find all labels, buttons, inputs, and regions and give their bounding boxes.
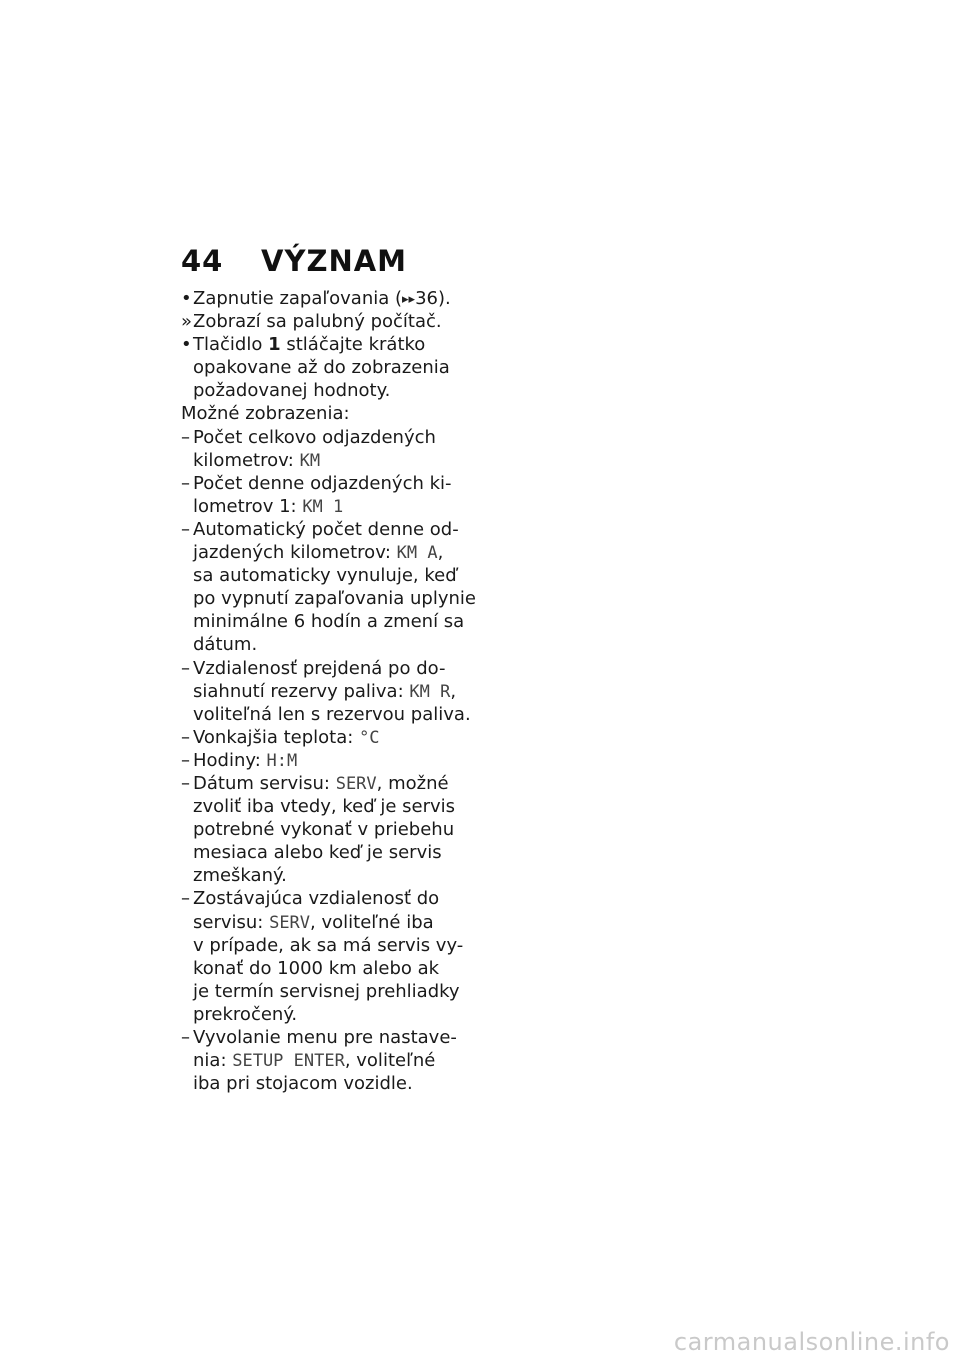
dash-icon: – [181,1027,190,1048]
dash-icon: – [181,749,190,771]
dash-icon: – [181,888,190,910]
button-number: 1 [268,334,281,356]
display-code: SETUP ENTER [232,1051,345,1072]
display-item-line: je termín servisnej prehliadky [193,980,460,1002]
dash-icon: – [181,472,190,494]
step-2-line: požadovanej hodnoty. [193,380,391,402]
display-item-reserve-range: – Vzdialenosť prejdená po do- [181,657,446,679]
display-code: KM 1 [302,496,344,517]
watermark: carmanualsonline.info [673,1328,950,1356]
display-item-clock: – Hodiny: H:M [181,749,298,771]
display-code: °C [359,727,380,748]
display-code: SERV [335,773,377,794]
display-item-line: prekročený. [193,1003,298,1025]
display-item-line: kilometrov: KM [193,449,321,471]
manual-content [181,287,481,1095]
display-item-trip-1: – Počet denne odjazdených ki- [181,472,452,494]
dash-icon: – [181,426,190,448]
display-item-total-km: – Počet celkovo odjazdených [181,426,436,448]
display-item-line: lometrov 1: KM 1 [193,495,344,517]
display-item-line: sa automaticky vynuluje, keď [193,565,457,587]
dash-icon: – [181,726,190,748]
bullet-icon: • [181,288,192,309]
display-item-line: konať do 1000 km alebo ak [193,957,440,979]
page-reference[interactable]: 36 [415,288,438,309]
display-code: H:M [266,750,298,771]
step-2-line: opakovane až do zobrazenia [193,357,450,379]
display-code: KM A [396,543,438,564]
display-item-line: v prípade, ak sa má servis vy- [193,934,464,956]
page-heading [181,244,407,278]
page-title: VÝZNAM [261,244,408,278]
dash-icon: – [181,657,190,679]
page-number: 44 [181,244,224,278]
display-item-line: voliteľná len s rezervou paliva. [193,703,471,725]
display-code: KM R [409,681,451,702]
result-icon: » [181,311,193,333]
display-item-setup-menu: – Vyvolanie menu pre nastave- [181,1027,457,1048]
display-item-line: po vypnutí zapaľovania uplynie [193,588,476,610]
display-item-line: dátum. [193,634,258,656]
display-item-line: potrebné vykonať v priebehu [193,819,455,841]
possible-displays-label: Možné zobrazenia: [181,403,350,425]
display-item-outside-temp: – Vonkajšia teplota: °C [181,726,380,748]
step-2: • Tlačidlo 1 stláčajte krátko [181,334,426,356]
display-item-line: zmeškaný. [193,865,287,887]
display-item-line: minimálne 6 hodín a zmení sa [193,611,465,633]
display-code: KM [299,450,321,471]
display-item-line: zvoliť iba vtedy, keď je servis [193,796,456,818]
display-item-line: nia: SETUP ENTER, voliteľné [193,1050,436,1072]
display-item-line: mesiaca alebo keď je servis [193,842,442,864]
bullet-icon: • [181,334,192,356]
dash-icon: – [181,518,190,540]
display-item-auto-trip: – Automatický počet denne od- [181,518,459,540]
page-reference-arrow-icon: ▸▸ [402,292,416,307]
display-item-line: siahnutí rezervy paliva: KM R, [193,680,457,702]
display-code: SERV [269,912,311,933]
display-item-line: jazdených kilometrov: KM A, [193,542,444,564]
display-item-line: iba pri stojacom vozidle. [193,1073,413,1095]
step-1: • Zapnutie zapaľovania (▸▸36). [181,287,481,310]
display-item-line: servisu: SERV, voliteľné iba [193,911,434,933]
dash-icon: – [181,772,190,794]
display-item-service-date: – Dátum servisu: SERV, možné [181,772,449,794]
display-item-service-distance: – Zostávajúca vzdialenosť do [181,888,440,910]
result-1: » Zobrazí sa palubný počítač. [181,311,442,333]
